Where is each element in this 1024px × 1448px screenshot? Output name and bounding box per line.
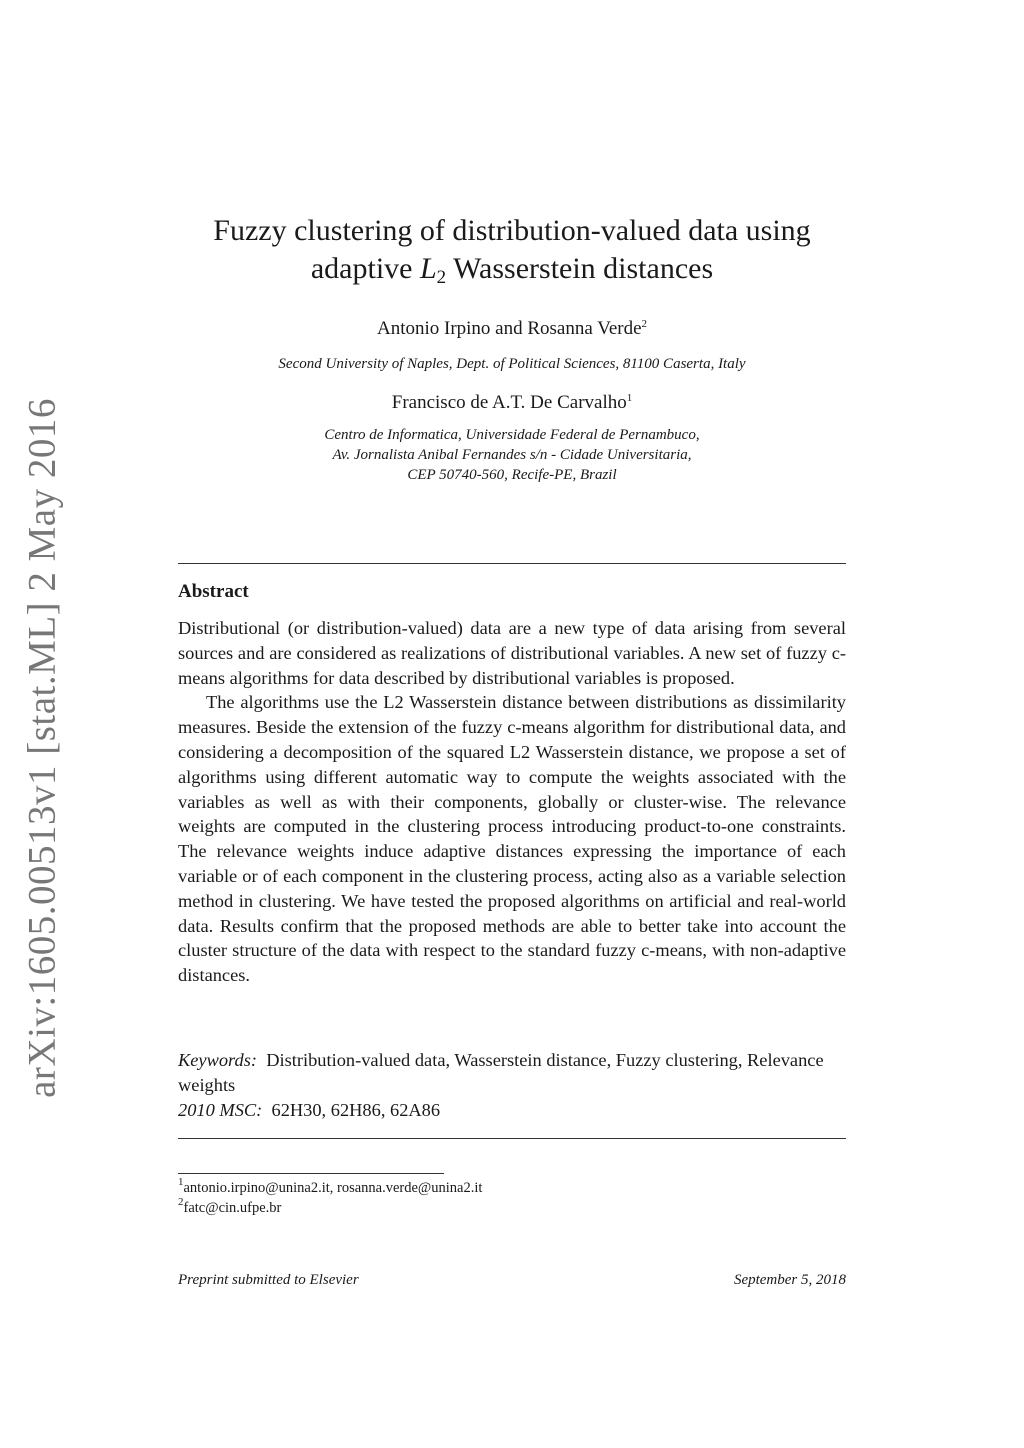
- msc-text: 62H30, 62H86, 62A86: [271, 1099, 441, 1120]
- footnote-rule: [178, 1173, 444, 1174]
- paper-title: [112, 212, 912, 297]
- msc-line: [178, 1098, 846, 1123]
- title-line-1: Fuzzy clustering of distribution-valued data using: [213, 214, 811, 247]
- affiliation-1: Second University of Naples, Dept. of Political Sciences, 81100 Caserta, Italy: [278, 356, 746, 372]
- author-group-2: [112, 392, 912, 414]
- abstract-bottom-rule: [178, 1138, 846, 1139]
- footnote-1-mark: 1: [178, 1176, 184, 1188]
- footnote-1-text: antonio.irpino@unina2.it, rosanna.verde@unina2.it: [183, 1180, 483, 1196]
- title-math-sub: 2: [436, 267, 447, 288]
- footnote-2-mark: 2: [178, 1196, 184, 1208]
- affiliation-2-line-3: CEP 50740-560, Recife-PE, Brazil: [407, 467, 617, 483]
- keywords-label: Keywords:: [178, 1050, 258, 1070]
- keywords-text: Distribution-valued data, Wasserstein distance, Fuzzy clustering, Relevance weights: [178, 1050, 824, 1095]
- footnote-2-text: fatc@cin.ufpe.br: [183, 1200, 282, 1216]
- author-footnote-mark-2: 1: [626, 392, 633, 404]
- footnote-2: [178, 1198, 482, 1218]
- title-line-2-post: Wasserstein distances: [446, 252, 714, 285]
- abstract-paragraph-2: The algorithms use the L2 Wasserstein distance between distributions as dissimilarity measures. Beside the extension of the fuzzy c-means algorithm for distributional data, and considering a decomposition of the squared L2 Wasserstein distance, we propose a set of algorithms using different automatic way to compute the weights associated with the variables as well as with their components, globally or cluster-wise. The relevance weights are computed in the clustering process introducing product-to-one constraints. The relevance weights induce adaptive distances expressing the importance of each variable or of each component in the clustering process, acting also as a variable selection method in clustering. We have tested the proposed algorithms on artificial and real-world data. Results confirm that the proposed methods are able to better take into account the cluster structure of the data with respect to the standard fuzzy c-means, with non-adaptive distances.: [178, 692, 846, 986]
- title-line-2: [112, 250, 912, 297]
- author-names-2: Francisco de A.T. De Carvalho: [391, 392, 627, 413]
- author-names-1: Antonio Irpino and Rosanna Verde: [376, 318, 642, 339]
- abstract-top-rule: [178, 563, 846, 564]
- preprint-note: Preprint submitted to Elsevier: [178, 1272, 359, 1288]
- affiliation-2-line-2: Av. Jornalista Anibal Fernandes s/n - Cidade Universitaria,: [332, 447, 692, 463]
- footnotes: [178, 1178, 482, 1218]
- title-math-var: L: [419, 252, 437, 285]
- affiliation-2-line-1: Centro de Informatica, Universidade Federal de Pernambuco,: [324, 427, 700, 443]
- abstract-heading: Abstract: [178, 581, 249, 602]
- msc-label: 2010 MSC:: [178, 1099, 263, 1120]
- abstract-body: [178, 616, 846, 988]
- preprint-date: September 5, 2018: [733, 1272, 846, 1288]
- keywords-line: [178, 1048, 846, 1098]
- abstract-paragraph-1: Distributional (or distribution-valued) data are a new type of data arising from several sources and are considered as realizations of distributional variables. A new set of fuzzy c-means algorithms for data described by distributional variables is proposed.: [178, 618, 846, 688]
- footnote-1: [178, 1178, 482, 1198]
- author-footnote-mark-1: 2: [641, 318, 648, 330]
- title-line-2-pre: adaptive: [310, 252, 420, 285]
- keywords-block: [178, 1048, 846, 1122]
- author-group-1: [112, 318, 912, 340]
- arxiv-identifier: arXiv:1605.00513v1 [stat.ML] 2 May 2016: [20, 398, 64, 1098]
